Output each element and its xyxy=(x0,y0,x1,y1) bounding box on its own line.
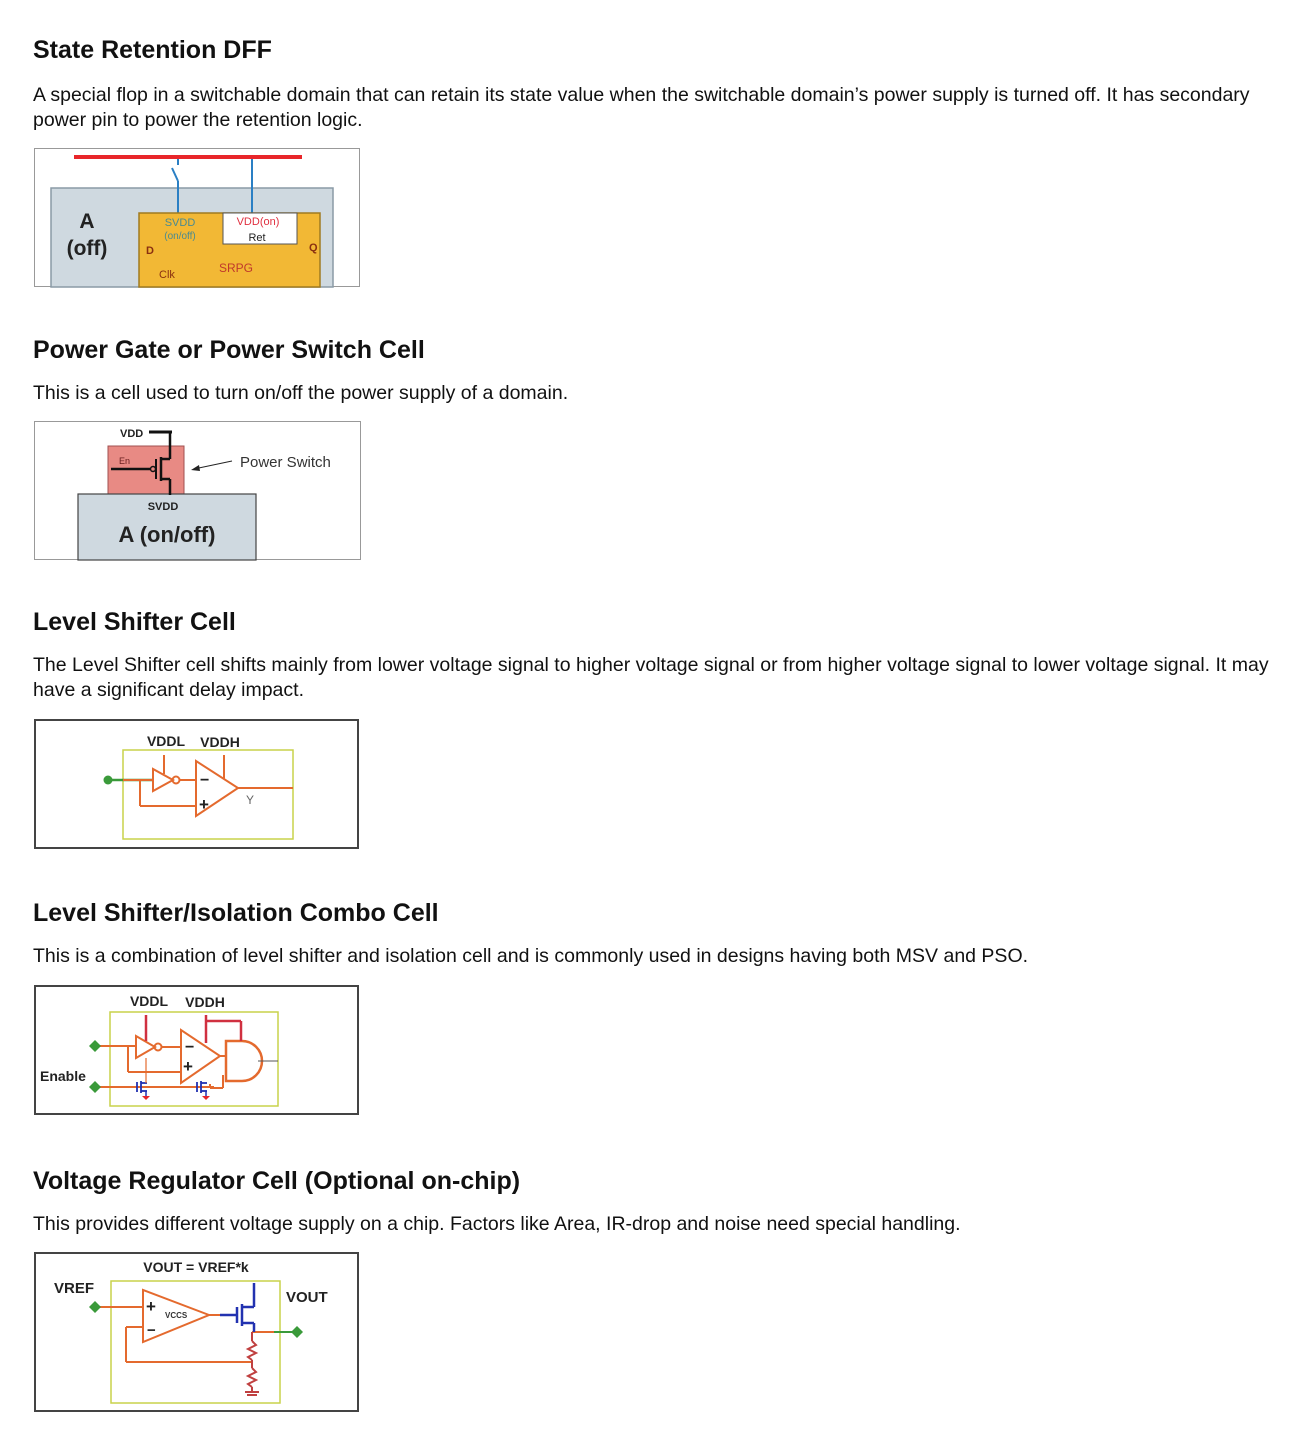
vddh-label: VDDH xyxy=(200,734,240,750)
pin-clk-label: Clk xyxy=(159,269,175,281)
pin-q-label: Q xyxy=(309,242,318,254)
en-label: En xyxy=(119,456,131,466)
domain-state-label: (off) xyxy=(66,237,108,260)
equation-label: VOUT = VREF*k xyxy=(143,1259,249,1275)
svdd-state-label: (on/off) xyxy=(164,231,196,242)
level-shifter-diagram xyxy=(34,719,360,850)
vdd-on-label: VDD(on) xyxy=(236,216,280,228)
vddl-label: VDDL xyxy=(146,733,186,749)
svdd-label: SVDD xyxy=(164,217,196,229)
section-level-shifter-cell xyxy=(33,607,1273,703)
cell-name-label: SRPG xyxy=(219,261,254,275)
minus-label: − xyxy=(185,1039,195,1056)
svdd-label: SVDD xyxy=(147,501,179,513)
section-description: This provides different voltage supply on a chip. Factors like Area, IR-drop and noise need special handling. xyxy=(33,1213,961,1235)
section-state-retention-dff xyxy=(33,35,1273,133)
section-description: This is a combination of level shifter and isolation cell and is commonly used in designs having both MSV and PSO. xyxy=(33,945,1029,967)
ret-label: Ret xyxy=(248,232,266,244)
vccs-label: VCCS xyxy=(165,1311,188,1320)
pin-d-label: D xyxy=(146,245,154,257)
enable-label: Enable xyxy=(40,1068,86,1084)
section-voltage-regulator-cell xyxy=(33,1166,1273,1237)
plus-label: + xyxy=(199,795,209,814)
section-ls-isolation-combo-cell xyxy=(33,898,1273,969)
plus-label: + xyxy=(183,1057,193,1076)
section-power-switch-cell xyxy=(33,335,1273,406)
vref-label: VREF xyxy=(54,1280,95,1297)
domain-label: A xyxy=(79,210,95,233)
section-description: A special flop in a switchable domain that can retain its state value when the switchable domain’s power supply is turned off. It has secondary power pin to power the retention logic. xyxy=(33,84,1250,131)
state-retention-dff-diagram xyxy=(34,148,361,288)
section-description: The Level Shifter cell shifts mainly from lower voltage signal to higher voltage signal or from higher voltage signal to lower voltage signal. It may have a significant delay impact. xyxy=(33,654,1269,701)
vdd-label: VDD xyxy=(120,428,144,440)
power-switch-diagram xyxy=(34,421,362,561)
minus-label: − xyxy=(200,772,210,789)
section-description: This is a cell used to turn on/off the power supply of a domain. xyxy=(33,382,569,404)
power-switch-label: Power Switch xyxy=(240,454,331,471)
section-heading: Level Shifter Cell xyxy=(33,608,236,636)
section-heading: State Retention DFF xyxy=(33,36,272,64)
domain-label: A (on/off) xyxy=(118,522,216,547)
output-y-label: Y xyxy=(246,793,255,807)
ls-isolation-combo-diagram xyxy=(34,985,360,1116)
section-heading: Voltage Regulator Cell (Optional on-chip) xyxy=(33,1167,521,1195)
section-heading: Level Shifter/Isolation Combo Cell xyxy=(33,899,439,927)
minus-label: − xyxy=(147,1322,156,1339)
vddh-label: VDDH xyxy=(185,994,225,1010)
section-heading: Power Gate or Power Switch Cell xyxy=(33,336,425,364)
voltage-regulator-diagram xyxy=(34,1252,360,1414)
plus-label: + xyxy=(146,1297,156,1316)
vddl-label: VDDL xyxy=(129,993,169,1009)
vout-label: VOUT xyxy=(286,1289,328,1306)
